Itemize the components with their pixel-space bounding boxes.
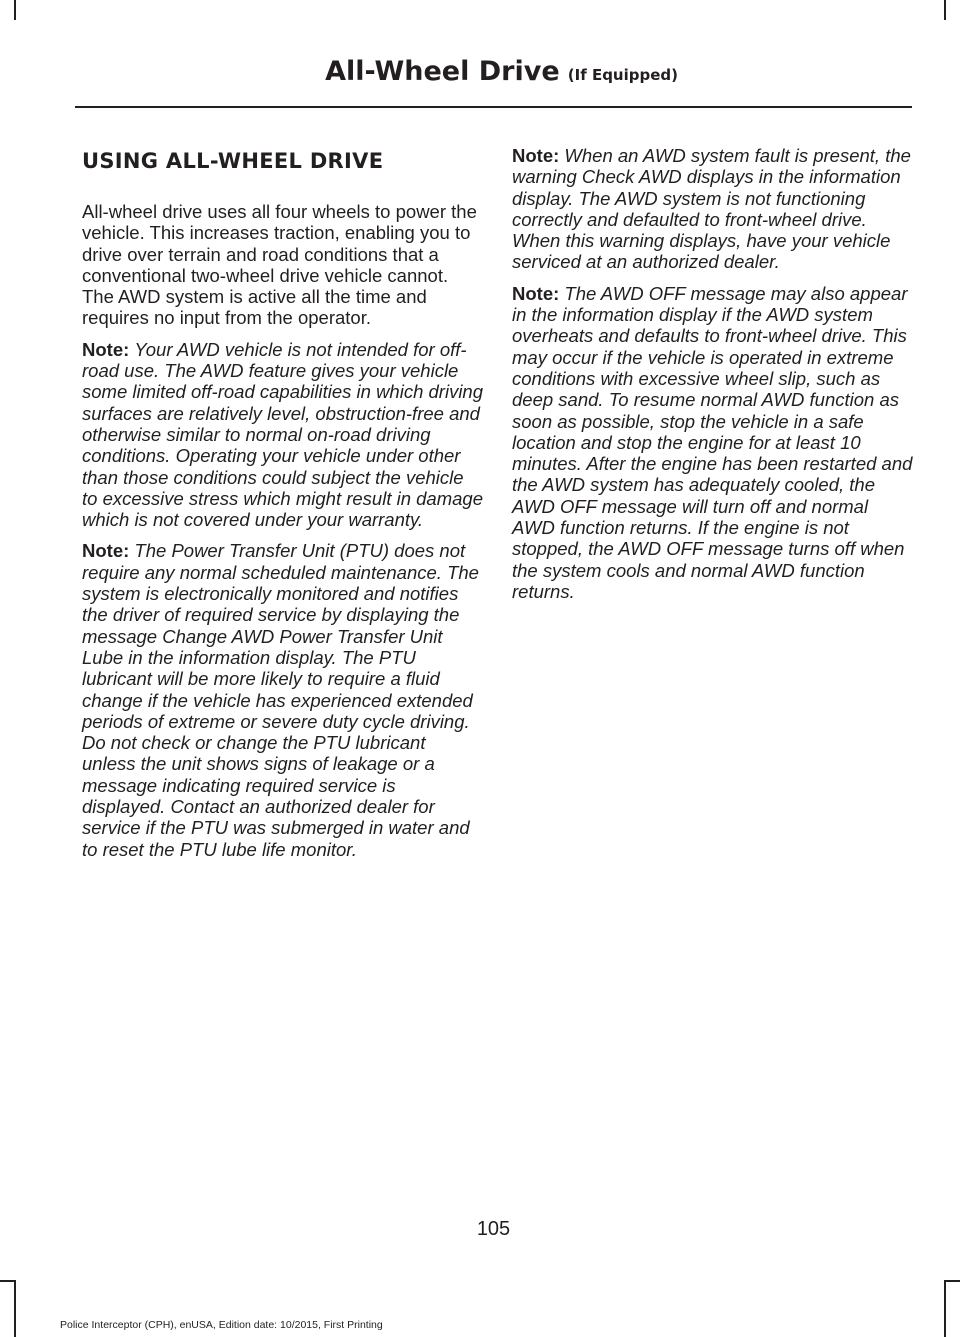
crop-mark-bottom-right-horizontal: [944, 1280, 960, 1282]
section-heading: USING ALL-WHEEL DRIVE: [82, 149, 384, 173]
crop-mark-top-left: [14, 0, 16, 20]
note-label: Note:: [512, 145, 560, 166]
note-text: When an AWD system fault is present, the warning Check AWD displays in the information display. The AWD system is not functioning correctly and defaulted to front-wheel drive. When this warning displays, have your vehicle serviced at an authorized dealer.: [512, 145, 911, 273]
header-rule: [75, 106, 912, 108]
crop-mark-bottom-left-horizontal: [0, 1280, 16, 1282]
header-subtitle: (If Equipped): [567, 66, 678, 84]
page-number: 105: [476, 1218, 511, 1240]
footer-edition: Police Interceptor (CPH), enUSA, Edition date: 10/2015, First Printing: [60, 1319, 383, 1331]
note-text: Your AWD vehicle is not intended for off-road use. The AWD feature gives your vehicle some limited off-road capabilities in which driving surfaces are relatively level, obstruction-free and otherwise similar to normal on-road driving conditions. Operating your vehicle under other than those conditions could subject the vehicle to excessive stress which might result in damage which is not covered under your warranty.: [82, 338, 484, 531]
note-ptu: [82, 540, 484, 859]
crop-mark-top-right: [944, 0, 946, 20]
note-check-awd: [512, 145, 914, 273]
note-label: Note:: [82, 338, 130, 360]
note-off-road: [82, 339, 484, 531]
note-awd-off: [512, 283, 914, 602]
right-column: [512, 145, 914, 612]
note-label: Note:: [512, 282, 560, 304]
left-column: [82, 145, 484, 870]
intro-paragraph: All-wheel drive uses all four wheels to power the vehicle. This increases traction, enabling you to drive over terrain and road conditions that a conventional two-wheel drive vehicle cannot. The AWD system is active all the time and requires no input from the operator.: [82, 201, 477, 329]
header-title: All-Wheel Drive: [325, 56, 560, 87]
crop-mark-bottom-left: [14, 1280, 16, 1337]
note-text: The Power Transfer Unit (PTU) does not require any normal scheduled maintenance. The system is electronically monitored and notifies the driver of required service by displaying the message Change AWD Power Transfer Unit Lube in the information display. The PTU lubricant will be more likely to require a fluid change if the vehicle has experienced extended periods of extreme or severe duty cycle driving. Do not check or change the PTU lubricant unless the unit shows signs of leakage or a message indicating required service is displayed. Contact an authorized dealer for service if the PTU was submerged in water and to reset the PTU lube life monitor.: [82, 540, 479, 860]
note-text: The AWD OFF message may also appear in the information display if the AWD system overheats and defaults to front-wheel drive. This may occur if the vehicle is operated in extreme conditions with excessive wheel slip, such as deep sand. To resume normal AWD function as soon as possible, stop the vehicle in a safe location and stop the engine for at least 10 minutes. After the engine has been restarted and the AWD system has adequately cooled, the AWD OFF message will turn off and normal AWD function returns. If the engine is not stopped, the AWD OFF message turns off when the system cools and normal AWD function returns.: [512, 282, 913, 602]
note-label: Note:: [82, 540, 130, 562]
crop-mark-bottom-right: [944, 1280, 946, 1337]
page-header: [325, 58, 678, 85]
